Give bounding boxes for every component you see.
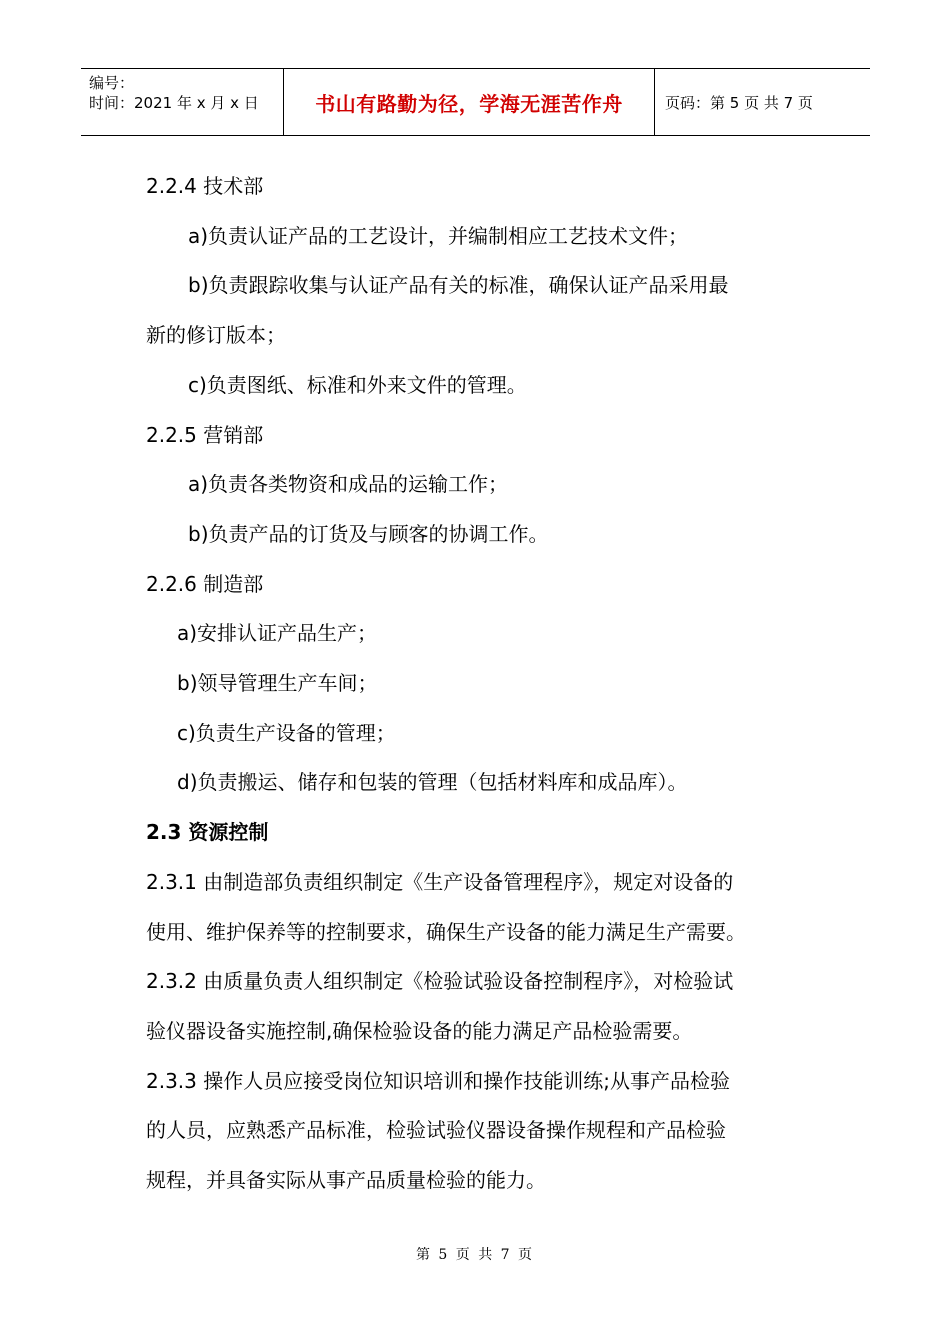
section-heading: 2.2.5 营销部 [146,422,264,447]
paragraph-line: 2.3.3 操作人员应接受岗位知识培训和操作技能训练;从事产品检验 [146,1068,730,1093]
paragraph-line: 2.3.2 由质量负责人组织制定《检验试验设备控制程序》，对检验试 [146,969,734,994]
document-date: 时间：2021 年 x 月 x 日 [89,94,259,112]
list-item: c)负责图纸、标准和外来文件的管理。 [188,372,527,397]
list-item: a)安排认证产品生产； [177,621,378,646]
list-item: c)负责生产设备的管理； [177,720,396,745]
document-number-label: 编号： [89,74,135,92]
list-item: b)负责产品的订货及与顾客的协调工作。 [188,521,549,546]
paragraph-line: 的人员，应熟悉产品标准，检验试验仪器设备操作规程和产品检验 [146,1118,726,1143]
header-meta [81,69,283,135]
paragraph-line: 验仪器设备实施控制,确保检验设备的能力满足产品检验需要。 [146,1018,693,1043]
header-motto: 书山有路勤为径，学海无涯苦作舟 [283,69,655,135]
list-item-continuation: 新的修订版本； [146,323,286,348]
list-item: b)领导管理生产车间； [177,671,378,696]
page-header [81,68,870,136]
list-item: a)负责各类物资和成品的运输工作； [188,472,509,497]
section-heading: 2.2.6 制造部 [146,571,264,596]
section-heading: 2.2.4 技术部 [146,174,264,198]
paragraph-line: 规程，并具备实际从事产品质量检验的能力。 [146,1168,546,1193]
section-heading-bold: 2.3 资源控制 [146,820,269,845]
paragraph-line: 2.3.1 由制造部负责组织制定《生产设备管理程序》，规定对设备的 [146,869,734,894]
document-body [146,162,826,1206]
list-item: b)负责跟踪收集与认证产品有关的标准，确保认证产品采用最 [188,273,729,298]
paragraph-line: 使用、维护保养等的控制要求，确保生产设备的能力满足生产需要。 [146,919,746,944]
header-page-info: 页码：第 5 页 共 7 页 [665,93,813,112]
page-footer: 第 5 页 共 7 页 [415,1247,535,1263]
list-item: d)负责搬运、储存和包装的管理（包括材料库和成品库）。 [177,770,688,795]
list-item: a)负责认证产品的工艺设计，并编制相应工艺技术文件； [188,223,689,248]
